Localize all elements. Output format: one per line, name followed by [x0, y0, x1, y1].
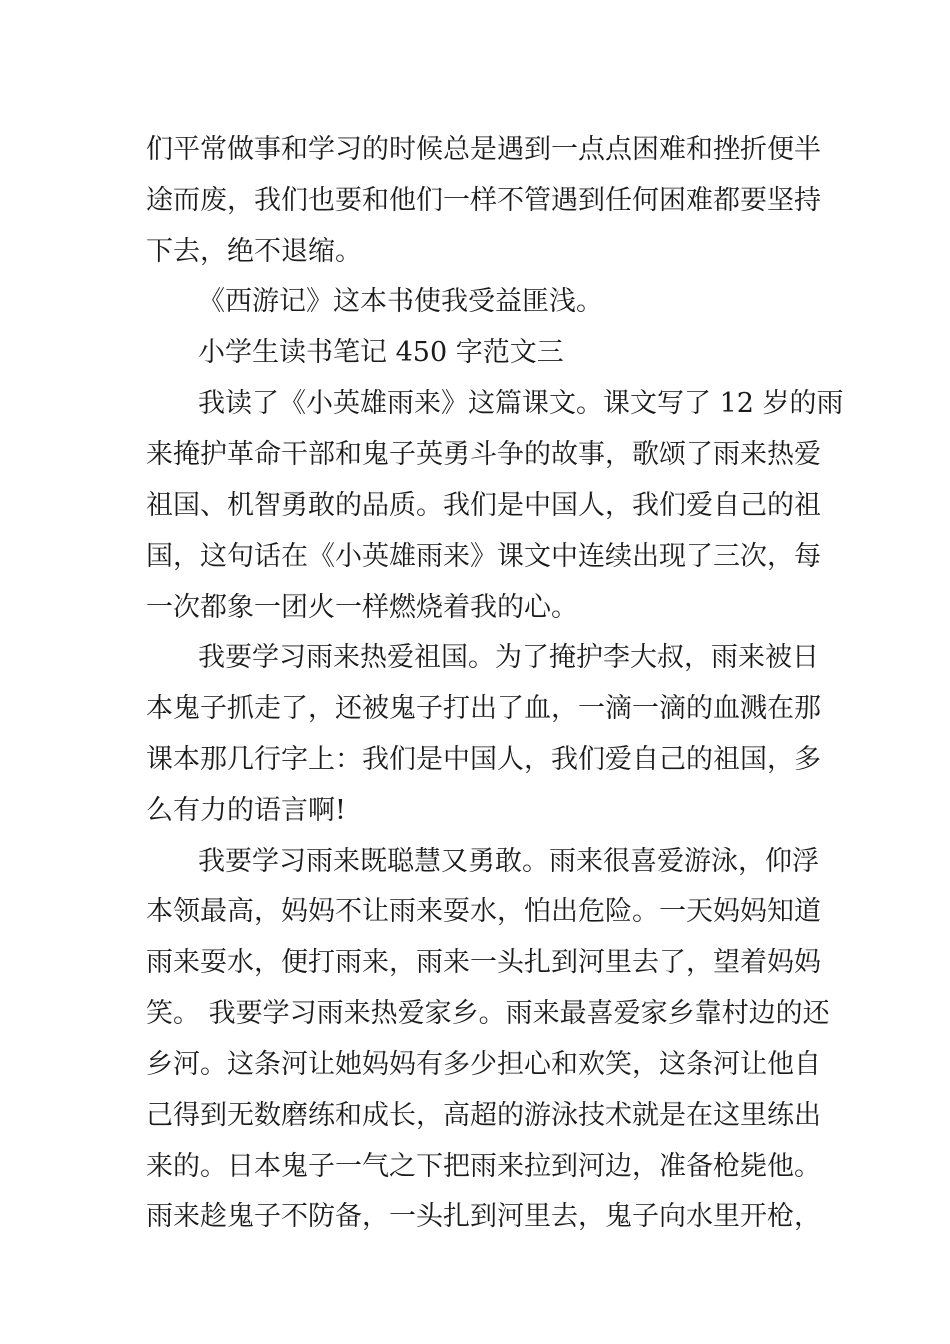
section-heading: 小学生读书笔记 450 字范文三	[198, 337, 564, 368]
text-line: 我读了《小英雄雨来》这篇课文。课文写了 12 岁的雨	[198, 388, 844, 419]
text-line: 我要学习雨来热爱祖国。为了掩护李大叔，雨来被日	[198, 642, 819, 673]
text-line: 一次都象一团火一样燃烧着我的心。	[146, 592, 578, 623]
text-line: 本鬼子抓走了，还被鬼子打出了血，一滴一滴的血溅在那	[146, 693, 821, 724]
text-line: 《西游记》这本书使我受益匪浅。	[198, 286, 603, 317]
text-line: 来的。日本鬼子一气之下把雨来拉到河边，准备枪毙他。	[146, 1151, 821, 1182]
text-line: 乡河。这条河让她妈妈有多少担心和欢笑，这条河让他自	[146, 1049, 821, 1080]
text-line: 雨来耍水，便打雨来，雨来一头扎到河里去了，望着妈妈	[146, 947, 821, 978]
text-line: 下去，绝不退缩。	[146, 236, 362, 267]
text-line: 国，这句话在《小英雄雨来》课文中连续出现了三次，每	[146, 541, 821, 572]
text-line: 祖国、机智勇敢的品质。我们是中国人，我们爱自己的祖	[146, 490, 821, 521]
text-line: 雨来趁鬼子不防备，一头扎到河里去，鬼子向水里开枪，	[146, 1201, 821, 1232]
text-line: 本领最高，妈妈不让雨来耍水，怕出危险。一天妈妈知道	[146, 896, 821, 927]
text-line: 来掩护革命干部和鬼子英勇斗争的故事，歌颂了雨来热爱	[146, 439, 821, 470]
text-line: 么有力的语言啊!	[146, 795, 346, 826]
text-line: 课本那几行字上：我们是中国人，我们爱自己的祖国，多	[146, 744, 821, 775]
text-line: 们平常做事和学习的时候总是遇到一点点困难和挫折便半	[146, 134, 821, 165]
text-line: 己得到无数磨练和成长，高超的游泳技术就是在这里练出	[146, 1100, 821, 1131]
text-line: 我要学习雨来既聪慧又勇敢。雨来很喜爱游泳，仰浮	[198, 846, 819, 877]
text-line: 途而废，我们也要和他们一样不管遇到任何困难都要坚持	[146, 185, 821, 216]
text-line: 笑。 我要学习雨来热爱家乡。雨来最喜爱家乡靠村边的还	[146, 998, 830, 1029]
